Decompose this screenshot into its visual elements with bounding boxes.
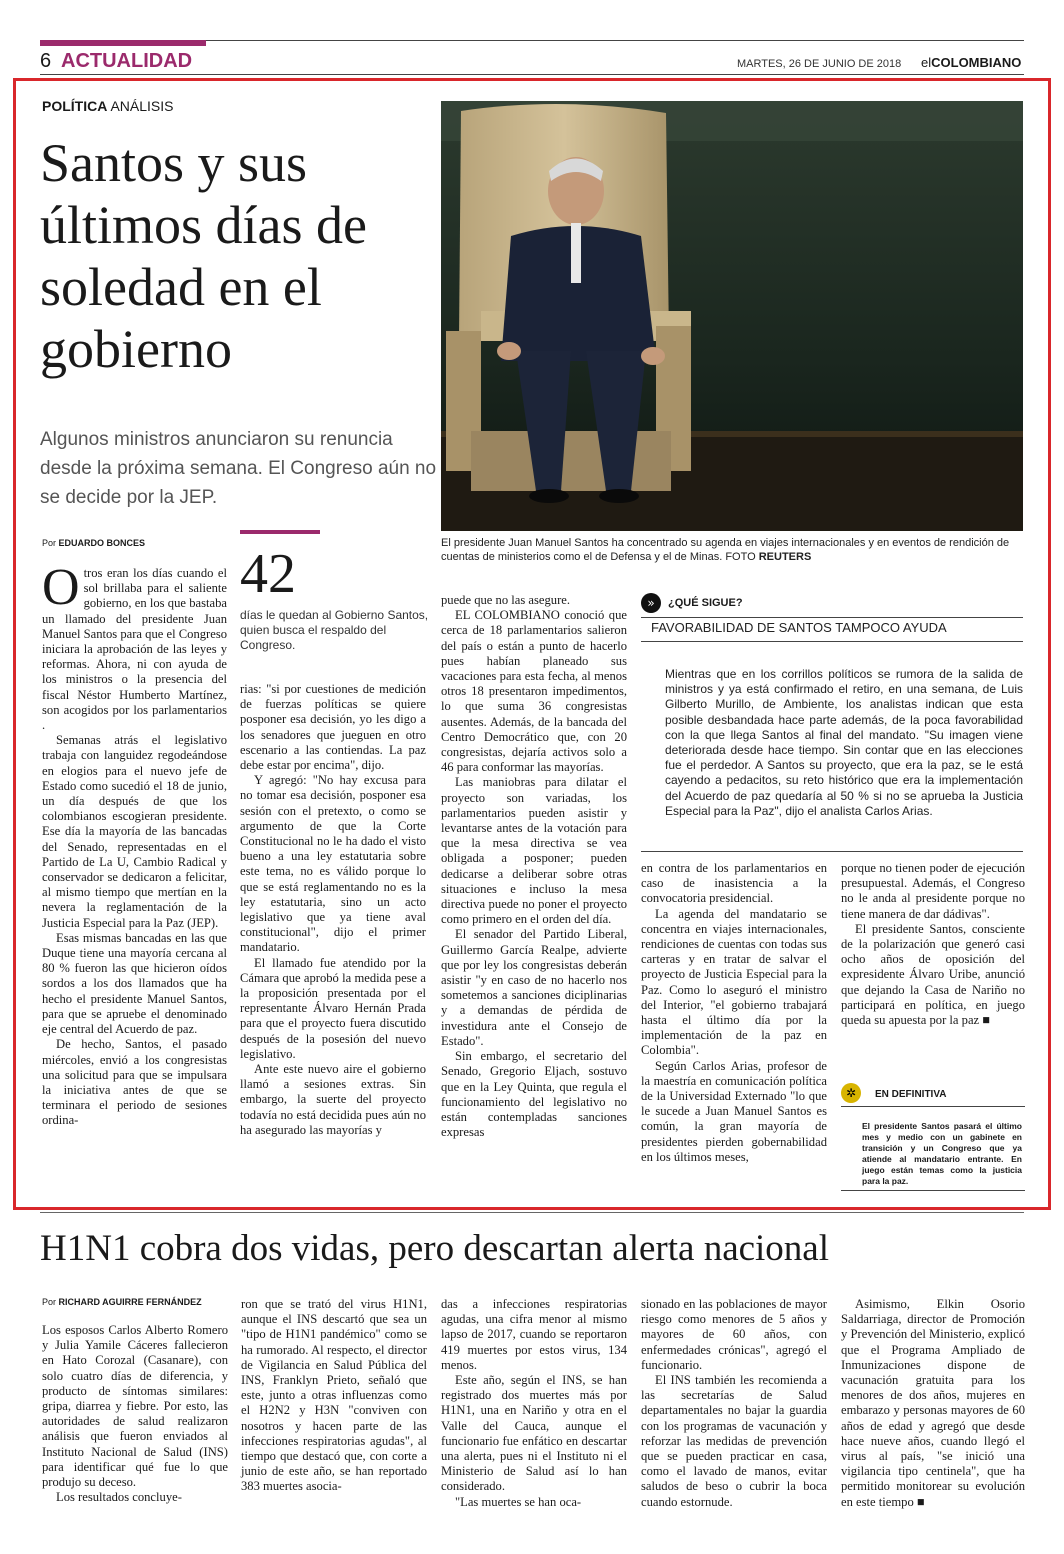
second-column-1 (42, 1323, 228, 1505)
second-column-5 (841, 1297, 1025, 1510)
santos-seated-photo (441, 101, 1023, 531)
paragraph: sionado en las poblaciones de mayor riesgo como menores de 5 años y mayores de 60 años, con enfermedades crónicas", agregó el funcionario. (641, 1297, 827, 1372)
stat-accent-bar (240, 530, 320, 534)
section-name: ACTUALIDAD (61, 50, 193, 72)
caption-text: El presidente Juan Manuel Santos ha concentrado su agenda en viajes internacionales y en eventos de rendición de cuentas de ministerios como el de Defensa y el de Minas. (441, 537, 1010, 563)
second-headline: H1N1 cobra dos vidas, pero descartan alerta nacional (40, 1228, 830, 1269)
article-byline (42, 538, 145, 548)
paragraph: Según Carlos Arias, profesor de la maestría en comunicación política de la Universidad Externado "lo que le sucede a Juan Manuel Santos es común, la gran mayoría de presidentes pierden gobernabilidad en los últimos meses, (641, 1058, 827, 1164)
box-rule (641, 617, 1023, 618)
paragraph: puede que no las asegure. (441, 593, 571, 607)
paragraph: La agenda del mandatario se concentra en viajes internacionales, rendiciones de cuentas con todas sus carteras y en tratar de salvar el proyecto de Justicia Especial para la Paz. Como lo aseguró el ministro del Interior, "el gobierno trabajará hasta el último día por la implementación de la paz en Colombia". (641, 906, 827, 1058)
photo-caption (441, 536, 1023, 564)
double-chevron-icon: » (641, 593, 661, 613)
paragraph: das a infecciones respiratorias agudas, una cifra menor al mismo lapso de 2017, cuando se reportaron 419 muertes por estos virus, 134 menos. (441, 1297, 627, 1372)
paragraph: Esas mismas bancadas en las que Duque tiene una mayoría cercana al 80 % fueron las que hicieron oídos sordos a los dos llamados que ha hecho el presidente Manuel Santos, para que se apruebe el denominado eje central del Acuerdo de paz. (42, 930, 227, 1037)
article-column-1 (42, 559, 228, 1129)
article-column-5 (841, 861, 1025, 1028)
article-headline: Santos y sus últimos días de soledad en el gobierno (40, 133, 367, 379)
section-tab (40, 40, 206, 46)
article-column-2 (240, 682, 426, 1138)
box-text: Mientras que en los corrillos políticos se rumora de la salida de ministros y ya está confirmado el retiro, en una semana, de Luis Gilberto Murillo, de Ambiente, los analistas indican que esta posible desbandada hace parte además, de la poca favorabilidad con la que llega Santos al final del mandato. "Su imagen viene deteriorada desde hace tiempo. Sin contar que en las elecciones fue el perdedor. A Santos su proyecto, que era la paz, se le está cayendo a pedacitos, su reto histórico que era la implementación del Acuerdo de paz quedaría al 50 % si no se aprueba la Justicia Especial para la Paz", dijo el analista Carlos Arias. (665, 667, 1023, 818)
byline-author: RICHARD AGUIRRE FERNÁNDEZ (58, 1297, 202, 1307)
second-byline (42, 1297, 202, 1307)
paragraph: en contra de los parlamentarios en caso de inasistencia a la convocatoria presidencial. (641, 861, 827, 906)
box-rule (641, 641, 1023, 642)
paragraph: ron que se trató del virus H1N1, aunque el INS descartó que sea un "tipo de H1N1 pandémico" como se ha rumorado. Al respecto, el director de Vigilancia en Salud Pública del INS, Franklyn Prieto, señaló que este, junto a otras influenzas como el H2N2 y H3N "conviven con nosotros y hacen parte de las infecciones respiratorias agudas", al tiempo que destacó que, con corte a junio de este año, se han reportado 383 muertes asocia- (241, 1297, 427, 1494)
paragraph: Y agregó: "No hay excusa para no tomar esa decisión, posponer esa sesión con el pretexto, o como se argumento de que la Corte Constitucional no le ha dado el visto bueno a una ley estatutaria sobre este tema, no es válido porque lo que se está reglamentando no es la ley estatutaria, sino un acto legislativo que ya tiene aval constitucional", dijo el primer mandatario. (240, 773, 426, 955)
caption-credit-prefix: FOTO (725, 551, 759, 563)
definitiva-label: EN DEFINITIVA (875, 1089, 947, 1100)
kicker-section: POLÍTICA (42, 98, 108, 114)
article-deck: Algunos ministros anunciaron su renuncia desde la próxima semana. El Congreso aún no se decide por la JEP. (40, 429, 437, 508)
logo-prefix: el (921, 55, 932, 70)
byline-prefix: Por (42, 1297, 59, 1307)
paragraph: Los resultados concluye- (56, 1490, 182, 1505)
second-column-4 (641, 1297, 827, 1510)
paragraph: El presidente Santos, consciente de la polarización que generó casi ocho años de oposición del expresidente Álvaro Uribe, anunció que dejando la Casa de Nariño no participará en política, en juego queda su apuesta por la paz ■ (841, 921, 1025, 1028)
kicker-type: ANÁLISIS (107, 98, 174, 114)
second-column-3 (441, 1297, 627, 1510)
paragraph: Los esposos Carlos Alberto Romero y Julia Yamile Cáceres fallecieron en Hato Corozal (Casanare), con solo cuatro días de diferencia, y producto de síntomas similares: gripa, diarrea y fiebre. Por esto, las autoridades de salud realizaron análisis que fueron enviados al Instituto Nacional de Salud (INS) para identificar qué fue lo que produjo su deceso. (42, 1323, 228, 1490)
paragraph: Ante este nuevo aire el gobierno llamó a sesiones extras. Sin embargo, la suerte del proyecto todavía no está decidida pues aún no ha asegurado las mayorías y (240, 1062, 426, 1137)
definitiva-rule (841, 1106, 1025, 1107)
box-rule (641, 851, 1023, 852)
drop-cap: O (42, 559, 80, 616)
byline-author: EDUARDO BONCES (58, 538, 146, 548)
paragraph: Asimismo, Elkin Osorio Saldarriaga, director de Promoción y Prevención del Ministerio, explicó que el Programa Ampliado de Inmunizaciones dispone de vacunación gratuita para los menores de dos años, mujeres en embarazo y personas mayores de 60 años de edad y agregó que desde hace nueve años, cuando llegó el virus al país, "se inició una vigilancia tipo centinela", que ha permitido monitorear su evolución en este tiempo ■ (841, 1297, 1025, 1509)
paragraph: De hecho, Santos, el pasado miércoles, envió a los congresistas una solicitud para que se impulsara la iniciativa antes de que se terminara el periodo de sesiones ordina- (42, 1037, 227, 1128)
page-number: 6 (40, 50, 52, 72)
paragraph: Las maniobras para dilatar el proyecto son variadas, los parlamentarios pueden asistir y levantarse antes de la votación para que la mesa directiva se vea obligada a posponer; pueden dedicarse a deliberar sobre otras situaciones e incluso la mesa directiva puede no poner el proyecto como primero en el orden del día. (441, 775, 627, 927)
definitiva-text: El presidente Santos pasará el último mes y medio con un gabinete en transición y un Congreso que ya atiende al mandatario entrante. En juego están temas como la justicia para la paz. (862, 1121, 1022, 1186)
article-kicker (42, 98, 174, 114)
caption-credit: REUTERS (758, 551, 812, 563)
paragraph: tros eran los días cuando el sol brillaba para el saliente gobierno, en los que bastaba un llamado del presidente Juan Manuel Santos para que el Congreso iniciara la aprobación de las leyes y reformas. Ahora, ni con ayuda de los ministros o la presencia del fiscal Néstor Humberto Martínez, son acogidos por los parlamentarios . (42, 566, 228, 733)
paragraph: El llamado fue atendido por la Cámara que aprobó la medida pese a la proposición presentada por el representante Álvaro Hernán Prada para que el proyecto fuera discutido después de la posesión del nuevo legislativo. (240, 955, 426, 1061)
header-rule (40, 74, 1024, 75)
definitiva-rule (841, 1190, 1025, 1191)
paragraph: Semanas atrás el legislativo trabaja con languidez regodeándose en elogios para el nuevo jefe de Estado como sucedió el 18 de junio, un día después de que los colombianos escogieran presidente. Ese día la mayoría de las bancadas del Senado, representadas en el Partido de La U, Cambio Radical y conservador se dedicaron a felicitar, al mismo tiempo que mertían en la nevera la reglamentación de la Justicia Especial para la Paz (JEP). (42, 733, 227, 930)
article-column-4 (641, 861, 827, 1165)
stat-number: 42 (240, 543, 296, 605)
paragraph: Sin embargo, el secretario del Senado, Gregorio Eljach, sostuvo que en la Ley Quinta, que regula el funcionamiento del legislativo no están contempladas sanciones expresas (441, 1049, 627, 1140)
box-heading: FAVORABILIDAD DE SANTOS TAMPOCO AYUDA (651, 620, 947, 635)
paragraph: El INS también les recomienda a las secretarías de Salud departamentales no bajar la guardia con los programas de vacunación y reforzar las medidas de prevención que se pueden practicar en casa, como el lavado de manos, evitar saludos de beso o cubrir la boca cuando estornude. (641, 1373, 827, 1509)
stat-description: días le quedan al Gobierno Santos, quien busca el respaldo del Congreso. (240, 608, 429, 652)
newspaper-logo (921, 55, 1021, 70)
article-photo (441, 101, 1023, 531)
paragraph: rias: "si por cuestiones de medición de fuerzas políticas se quiere posponer esa decisión, yo les digo a los senadores que jueguen en otro escenario a las contiendas. La paz debe estar por encima", dijo. (240, 682, 426, 773)
asterisk-icon: ✲ (841, 1083, 861, 1103)
paragraph: El senador del Partido Liberal, Guillermo García Realpe, advierte que por ley los congresistas deberán asistir "y en caso de no hacerlo nos sometemos a sanciones diciplinarias y a demandas de pérdida de investidura ante el Consejo de Estado". (441, 927, 627, 1048)
logo-name: COLOMBIANO (931, 55, 1022, 70)
article-column-3 (441, 593, 627, 1140)
paragraph: Este año, según el INS, se han registrado dos muertes más por H1N1, una en Nariño y otra en el Valle del Cauca, aunque el funcionario fue enfático en descartar una alerta, pues ni el Instituto ni el Ministerio de Salud así lo han considerado. (441, 1373, 627, 1494)
byline-prefix: Por (42, 538, 59, 548)
second-column-2 (241, 1297, 427, 1495)
paragraph: EL COLOMBIANO conoció que cerca de 18 parlamentarios salieron del país o están a punto de hacerlo pues habían planeado sus vacaciones para esta fecha, al menos otros 18 presentaron impedimentos, lo que suma 36 congresistas ausentes. Además, de la bancada del Centro Democrático que, con 20 congresistas, dejaría activos solo a 46 para conformar las mayorías. (441, 608, 627, 775)
paragraph: "Las muertes se han oca- (455, 1494, 582, 1509)
paragraph: porque no tienen poder de ejecución presupuestal. Además, el Congreso no le anda al presidente porque no tiene manera de dar dádivas". (841, 861, 1025, 921)
issue-date: MARTES, 26 DE JUNIO DE 2018 (737, 58, 902, 70)
box-label: ¿QUÉ SIGUE? (668, 597, 743, 609)
article-divider (40, 1212, 1024, 1213)
